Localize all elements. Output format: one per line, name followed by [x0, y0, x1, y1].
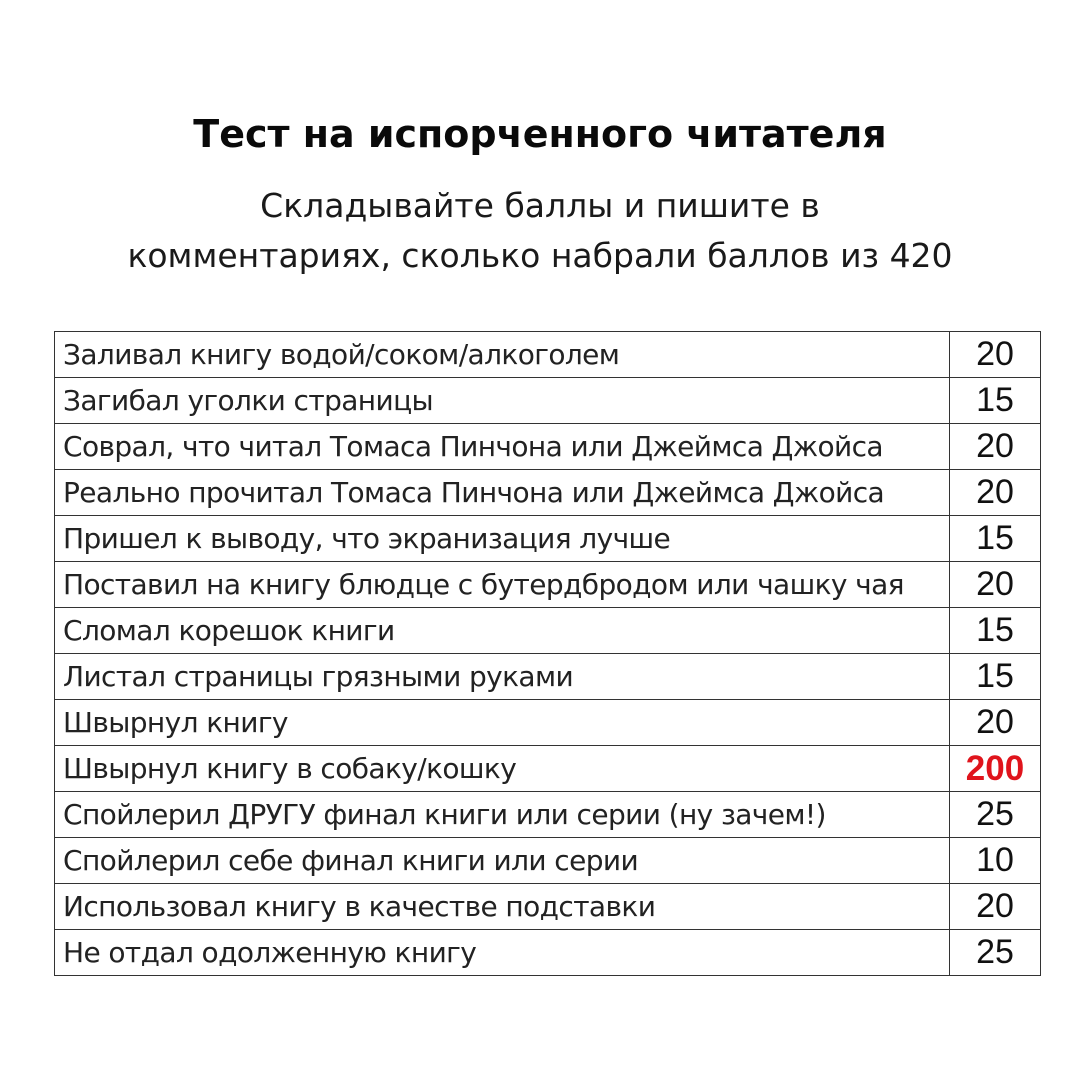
row-points: 20: [950, 562, 1041, 608]
table-row: [55, 654, 1041, 700]
row-points: 20: [950, 424, 1041, 470]
row-description: Загибал уголки страницы: [55, 378, 950, 424]
table-row: [55, 930, 1041, 976]
row-description: Спойлерил себе финал книги или серии: [55, 838, 950, 884]
table-row: [55, 378, 1041, 424]
row-description: Листал страницы грязными руками: [55, 654, 950, 700]
row-description: Не отдал одолженную книгу: [55, 930, 950, 976]
row-description: Спойлерил ДРУГУ финал книги или серии (ну зачем!): [55, 792, 950, 838]
table-row: [55, 424, 1041, 470]
row-points: 15: [950, 654, 1041, 700]
table-row: [55, 838, 1041, 884]
table-row: [55, 884, 1041, 930]
table-row: [55, 470, 1041, 516]
row-points: 20: [950, 470, 1041, 516]
row-points: 10: [950, 838, 1041, 884]
table-row: [55, 608, 1041, 654]
row-description: Пришел к выводу, что экранизация лучше: [55, 516, 950, 562]
row-points-highlighted: 200: [950, 746, 1041, 792]
row-points: 15: [950, 608, 1041, 654]
row-points: 20: [950, 332, 1041, 378]
row-description: Заливал книгу водой/соком/алкоголем: [55, 332, 950, 378]
table-row: [55, 700, 1041, 746]
subtitle-line-2: комментариях, сколько набрали баллов из 420: [127, 236, 953, 275]
score-table: [54, 331, 1041, 976]
row-points: 25: [950, 792, 1041, 838]
table-row: [55, 562, 1041, 608]
row-points: 20: [950, 700, 1041, 746]
table-row: [55, 332, 1041, 378]
row-description: Реально прочитал Томаса Пинчона или Джеймса Джойса: [55, 470, 950, 516]
page-title: Тест на испорченного читателя: [193, 112, 887, 156]
row-description: Швырнул книгу: [55, 700, 950, 746]
row-points: 25: [950, 930, 1041, 976]
row-description: Поставил на книгу блюдце с бутердбродом или чашку чая: [55, 562, 950, 608]
row-points: 15: [950, 378, 1041, 424]
row-points: 20: [950, 884, 1041, 930]
row-description: Соврал, что читал Томаса Пинчона или Джеймса Джойса: [55, 424, 950, 470]
table-row: [55, 516, 1041, 562]
subtitle-line-1: Складывайте баллы и пишите в: [260, 186, 820, 225]
row-description: Использовал книгу в качестве подставки: [55, 884, 950, 930]
row-description: Швырнул книгу в собаку/кошку: [55, 746, 950, 792]
row-points: 15: [950, 516, 1041, 562]
page-subtitle: [0, 181, 1080, 281]
table-row: [55, 792, 1041, 838]
table-row-highlighted: [55, 746, 1041, 792]
row-description: Сломал корешок книги: [55, 608, 950, 654]
